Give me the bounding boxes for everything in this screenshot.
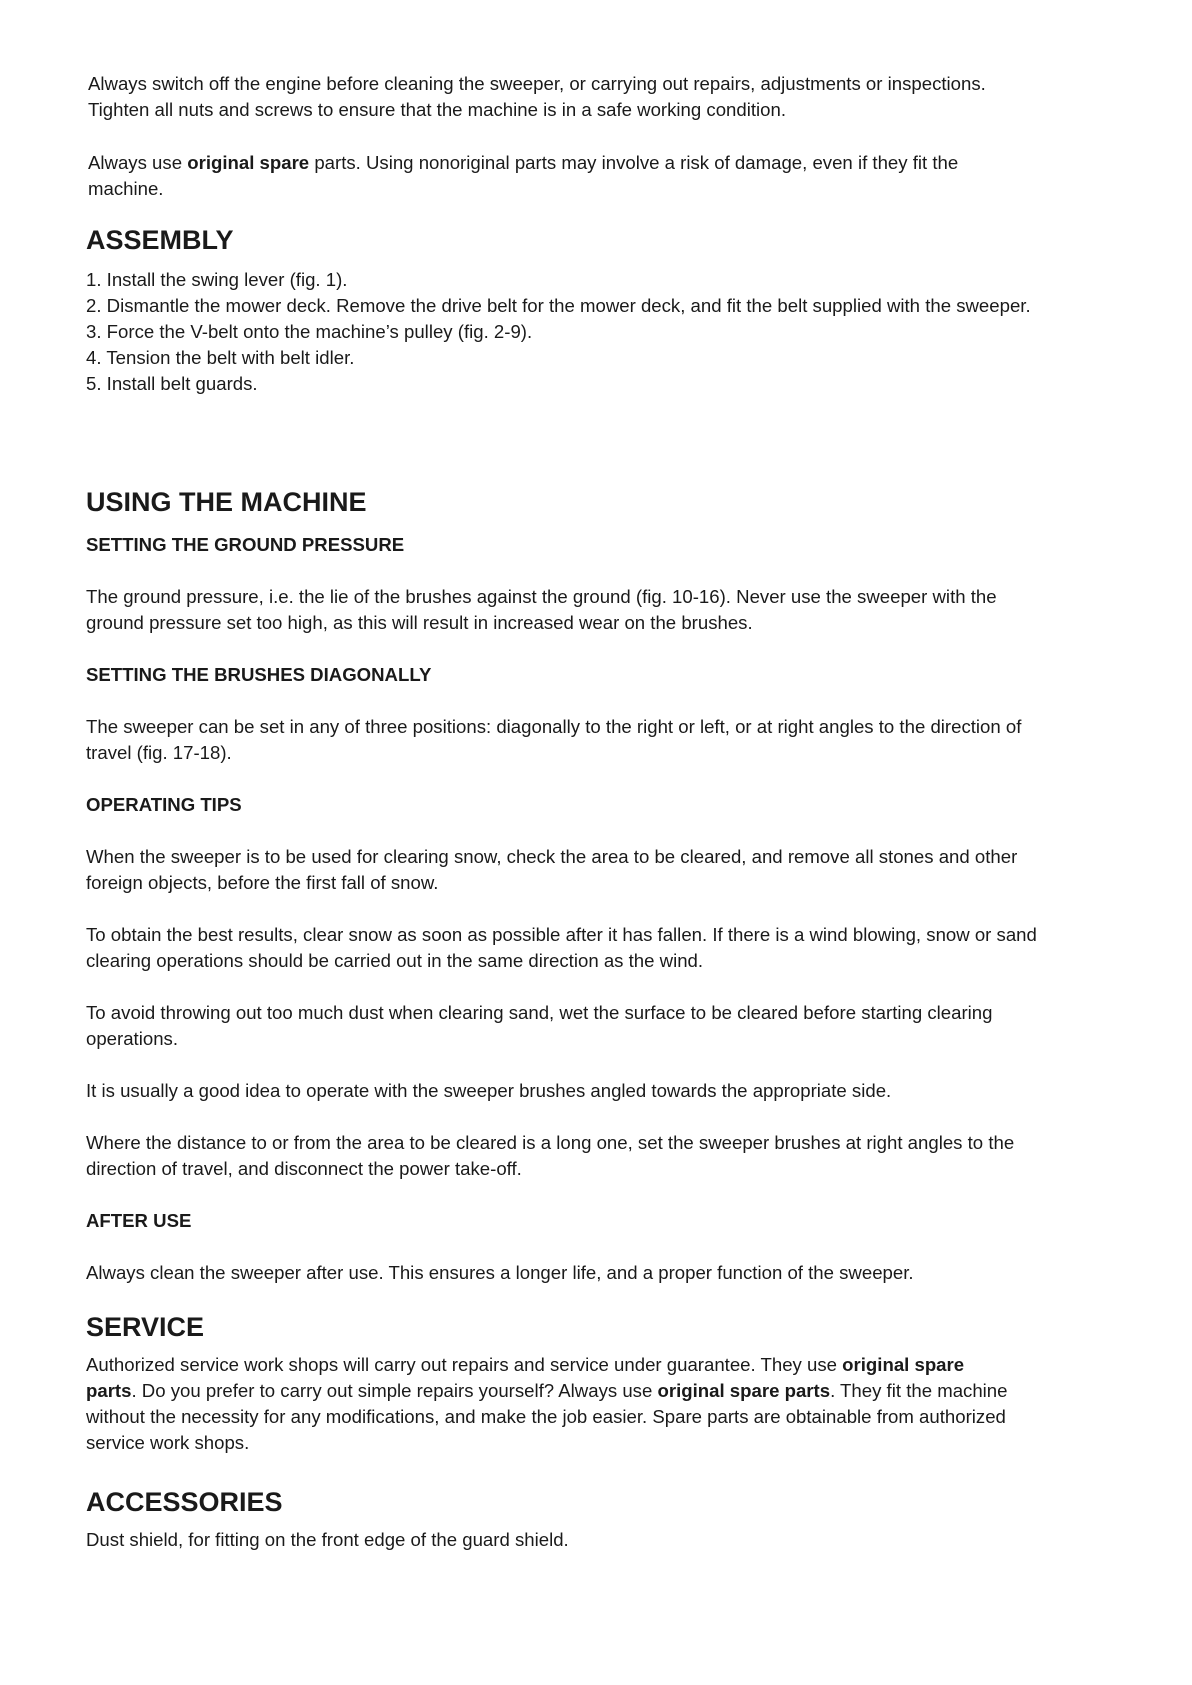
body-text-line: When the sweeper is to be used for clearing snow, check the area to be cleared, and remove all stones and other bbox=[86, 846, 1018, 867]
body-text-line: Always clean the sweeper after use. This ensures a longer life, and a proper function of the sweeper. bbox=[86, 1262, 914, 1283]
brushes-diagonal-subheading: SETTING THE BRUSHES DIAGONALLY bbox=[86, 664, 432, 685]
assembly-step: 4. Tension the belt with belt idler. bbox=[86, 347, 355, 368]
body-text-line: foreign objects, before the first fall of snow. bbox=[86, 872, 439, 893]
body-text-line: travel (fig. 17-18). bbox=[86, 742, 232, 763]
body-text-line: Where the distance to or from the area to be cleared is a long one, set the sweeper brushes at right angles to the bbox=[86, 1132, 1015, 1153]
body-text-line: direction of travel, and disconnect the power take-off. bbox=[86, 1158, 522, 1179]
bold-text-run: original spare parts bbox=[657, 1380, 831, 1401]
using-machine-heading: USING THE MACHINE bbox=[86, 487, 367, 517]
text-run: . They fit the machine bbox=[830, 1380, 1008, 1401]
body-text-line: operations. bbox=[86, 1028, 178, 1049]
assembly-step: 1. Install the swing lever (fig. 1). bbox=[86, 269, 348, 290]
assembly-heading: ASSEMBLY bbox=[86, 225, 234, 255]
assembly-step: 5. Install belt guards. bbox=[86, 373, 258, 394]
intro-text-line: machine. bbox=[88, 178, 164, 199]
bold-text-run: parts bbox=[86, 1380, 132, 1401]
assembly-step: 2. Dismantle the mower deck. Remove the drive belt for the mower deck, and fit the belt supplied with the sweeper. bbox=[86, 295, 1031, 316]
body-text-line: To obtain the best results, clear snow as soon as possible after it has fallen. If there is a wind blowing, snow or sand bbox=[86, 924, 1037, 945]
assembly-step: 3. Force the V-belt onto the machine’s pulley (fig. 2-9). bbox=[86, 321, 533, 342]
service-text-line: without the necessity for any modifications, and make the job easier. Spare parts are obtainable from authorized bbox=[86, 1406, 1006, 1427]
accessories-text-line: Dust shield, for fitting on the front edge of the guard shield. bbox=[86, 1529, 569, 1550]
bold-text-run: original spare bbox=[842, 1354, 965, 1375]
intro-text-line bbox=[88, 150, 958, 176]
text-run: . Do you prefer to carry out simple repairs yourself? Always use bbox=[131, 1380, 658, 1401]
ground-pressure-subheading: SETTING THE GROUND PRESSURE bbox=[86, 534, 405, 555]
body-text-line: The ground pressure, i.e. the lie of the brushes against the ground (fig. 10-16). Never use the sweeper with the bbox=[86, 586, 997, 607]
service-text-line bbox=[86, 1378, 1007, 1404]
body-text-line: To avoid throwing out too much dust when clearing sand, wet the surface to be cleared before starting clearing bbox=[86, 1002, 993, 1023]
intro-text-line: Tighten all nuts and screws to ensure that the machine is in a safe working condition. bbox=[88, 99, 786, 120]
body-text-line: The sweeper can be set in any of three positions: diagonally to the right or left, or at right angles to the direction of bbox=[86, 716, 1022, 737]
operating-tips-subheading: OPERATING TIPS bbox=[86, 794, 242, 815]
body-text-line: ground pressure set too high, as this will result in increased wear on the brushes. bbox=[86, 612, 753, 633]
bold-text-run: original spare bbox=[187, 152, 310, 173]
service-heading: SERVICE bbox=[86, 1312, 205, 1342]
after-use-subheading: AFTER USE bbox=[86, 1210, 192, 1231]
service-text-line: service work shops. bbox=[86, 1432, 250, 1453]
text-run: parts. Using nonoriginal parts may involve a risk of damage, even if they fit the bbox=[309, 152, 959, 173]
text-run: Always use bbox=[88, 152, 188, 173]
intro-text-line: Always switch off the engine before cleaning the sweeper, or carrying out repairs, adjustments or inspections. bbox=[88, 73, 986, 94]
service-text-line bbox=[86, 1352, 964, 1378]
text-run: Authorized service work shops will carry out repairs and service under guarantee. They use bbox=[86, 1354, 843, 1375]
accessories-heading: ACCESSORIES bbox=[86, 1487, 283, 1517]
body-text-line: clearing operations should be carried out in the same direction as the wind. bbox=[86, 950, 704, 971]
body-text-line: It is usually a good idea to operate with the sweeper brushes angled towards the appropriate side. bbox=[86, 1080, 892, 1101]
